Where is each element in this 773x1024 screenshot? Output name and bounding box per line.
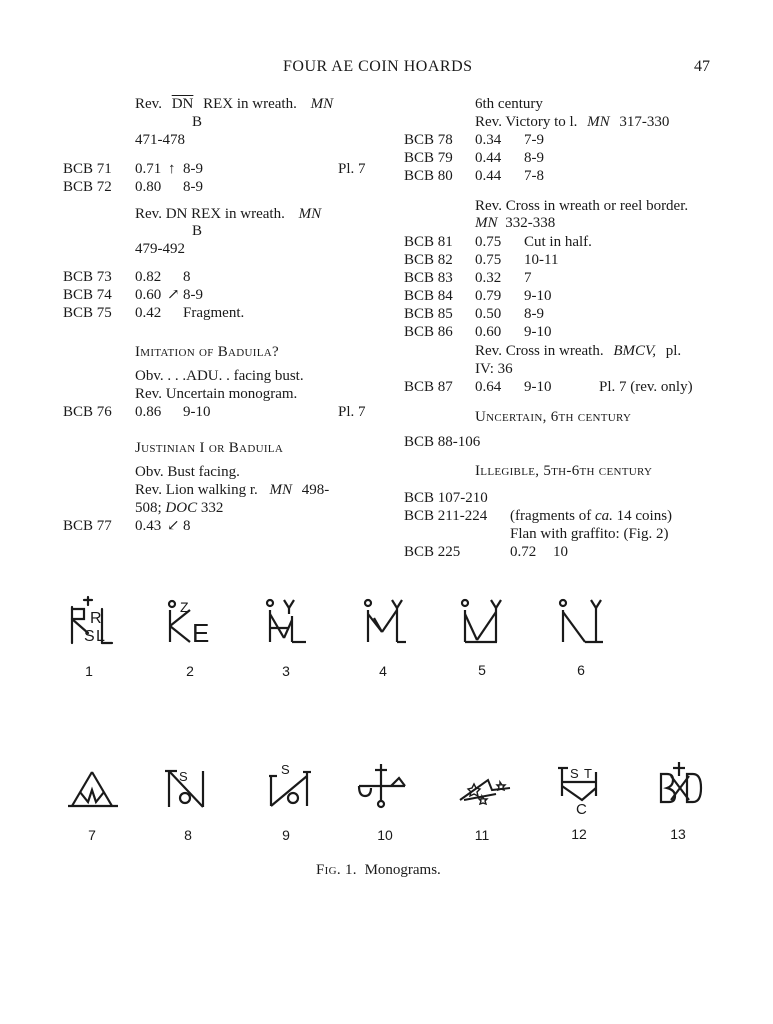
imitation-reverse: Rev. Uncertain monogram. <box>135 386 298 402</box>
monogram-letter: S <box>84 628 95 645</box>
bcb86-die: 9-10 <box>524 324 552 340</box>
monogram-7 <box>66 768 121 810</box>
bcb77-wt: 0.43 <box>135 518 162 534</box>
text-victory-range: 317-330 <box>619 114 670 130</box>
monogram-12 <box>556 764 606 816</box>
caption-fig-number: Fig. 1. <box>316 862 357 878</box>
monogram-label-9: 9 <box>282 827 290 843</box>
text-rev-dn-rex: Rev. DN REX in wreath. <box>135 206 285 222</box>
bcb82-wt: 0.75 <box>475 252 502 268</box>
monogram-9 <box>263 762 318 810</box>
text-mn: MN <box>475 215 498 231</box>
monogram-2 <box>160 598 220 648</box>
rev-range-1: 471-478 <box>135 132 185 148</box>
monogram-label-8: 8 <box>184 827 192 843</box>
uncertain-heading: Uncertain, 6th century <box>475 409 632 425</box>
bcb87-wt: 0.64 <box>475 379 502 395</box>
cross-wreath-ref: IV: 36 <box>475 361 513 377</box>
bcb74-wt: 0.60 <box>135 287 162 303</box>
bcb81-id: BCB 81 <box>404 234 453 250</box>
text-pl: pl. <box>665 343 682 359</box>
bcb76-wt: 0.86 <box>135 404 162 420</box>
bcb225-id: BCB 225 <box>404 544 461 560</box>
bcb88-id: BCB 88-106 <box>404 434 481 450</box>
bcb84-wt: 0.79 <box>475 288 502 304</box>
monogram-6 <box>555 598 605 646</box>
rev-description-2 <box>135 205 321 223</box>
justinian-reverse <box>135 481 329 499</box>
text-ca: ca. <box>594 508 613 524</box>
bcb211-id: BCB 211-224 <box>404 508 488 524</box>
text-victory: Rev. Victory to l. <box>475 114 578 130</box>
monogram-4 <box>360 598 410 646</box>
monogram-label-5: 5 <box>478 662 486 678</box>
text-rex-wreath: REX in wreath. <box>203 96 297 112</box>
bcb75-note: Fragment. <box>183 305 245 321</box>
bcb75-wt: 0.42 <box>135 305 162 321</box>
bcb71-die: 8-9 <box>183 161 203 177</box>
monogram-10 <box>355 762 410 810</box>
monogram-label-2: 2 <box>186 663 194 679</box>
bcb78-wt: 0.34 <box>475 132 502 148</box>
bcb86-id: BCB 86 <box>404 324 453 340</box>
monogram-3 <box>262 598 312 646</box>
imitation-obverse: Obv. . . .ADU. . facing bust. <box>135 368 304 384</box>
monogram-letter: E <box>192 618 210 648</box>
bcb85-die: 8-9 <box>524 306 544 322</box>
bcb85-wt: 0.50 <box>475 306 502 322</box>
bcb79-wt: 0.44 <box>475 150 502 166</box>
monogram-letter: R <box>90 610 102 627</box>
bcb73-die: 8 <box>183 269 191 285</box>
cross-wreath-description <box>475 342 681 360</box>
text-doc-number: 332 <box>200 500 224 516</box>
bcb74-id: BCB 74 <box>63 287 112 303</box>
monogram-letter: S <box>281 762 290 777</box>
bcb79-id: BCB 79 <box>404 150 453 166</box>
monogram-1 <box>62 595 117 647</box>
monogram-5 <box>457 598 507 646</box>
bcb79-die: 8-9 <box>524 150 544 166</box>
monogram-8 <box>163 765 213 811</box>
bcb83-wt: 0.32 <box>475 270 502 286</box>
bcb74-die: 8-9 <box>183 287 203 303</box>
bcb76-die: 9-10 <box>183 404 211 420</box>
arrow-up-right-icon: ↗ <box>167 287 180 303</box>
bcb72-id: BCB 72 <box>63 179 112 195</box>
text-cross-wreath: Rev. Cross in wreath. <box>475 343 604 359</box>
bcb71-wt: 0.71 <box>135 161 162 177</box>
bcb72-die: 8-9 <box>183 179 203 195</box>
rev-range-2: 479-492 <box>135 241 185 257</box>
text-mn: MN <box>587 114 610 130</box>
bcb107-id: BCB 107-210 <box>404 490 488 506</box>
page-number: 47 <box>694 58 710 75</box>
bcb225-die: 10 <box>553 544 568 560</box>
bcb81-wt: 0.75 <box>475 234 502 250</box>
text-mn: MN <box>269 482 293 498</box>
bcb82-id: BCB 82 <box>404 252 453 268</box>
illegible-heading: Illegible, 5th-6th century <box>475 463 653 479</box>
bcb87-plate: Pl. 7 (rev. only) <box>599 379 693 395</box>
text-mn: MN <box>298 206 322 222</box>
bcb211-note <box>510 507 672 525</box>
bcb80-die: 7-8 <box>524 168 544 184</box>
justinian-heading: Justinian I or Baduila <box>135 440 284 456</box>
bcb81-note: Cut in half. <box>524 234 592 250</box>
figure-caption <box>316 861 441 879</box>
bcb77-id: BCB 77 <box>63 518 112 534</box>
justinian-reverse-2 <box>135 499 223 517</box>
bcb80-id: BCB 80 <box>404 168 453 184</box>
bcb78-id: BCB 78 <box>404 132 453 148</box>
caption-text: Monograms. <box>364 862 441 878</box>
monogram-letter: L <box>96 628 105 645</box>
bcb211-note-2: Flan with graffito: (Fig. 2) <box>510 526 669 542</box>
bcb75-id: BCB 75 <box>63 305 112 321</box>
bcb84-die: 9-10 <box>524 288 552 304</box>
monogram-label-12: 12 <box>571 826 587 842</box>
bcb72-wt: 0.80 <box>135 179 162 195</box>
bcb83-id: BCB 83 <box>404 270 453 286</box>
imitation-heading: Imitation of Baduila? <box>135 344 279 360</box>
text-bmcv: BMCV, <box>613 343 656 359</box>
monogram-letter: T <box>584 766 592 781</box>
text-lion-walking: Rev. Lion walking r. <box>135 482 258 498</box>
cross-mn-range <box>475 214 555 232</box>
text-doc: DOC <box>165 500 198 516</box>
bcb73-id: BCB 73 <box>63 269 112 285</box>
bcb87-die: 9-10 <box>524 379 552 395</box>
rev-sub-2: B <box>192 223 203 239</box>
monogram-13 <box>655 760 705 808</box>
bcb71-plate: Pl. 7 <box>338 161 366 177</box>
text-cross-range: 332-338 <box>505 215 556 231</box>
bcb82-die: 10-11 <box>524 252 559 268</box>
monogram-letter: Z <box>180 599 189 615</box>
bcb84-id: BCB 84 <box>404 288 453 304</box>
monogram-label-4: 4 <box>379 663 387 679</box>
bcb80-wt: 0.44 <box>475 168 502 184</box>
century-heading: 6th century <box>475 96 543 112</box>
bcb78-die: 7-9 <box>524 132 544 148</box>
bcb77-die: 8 <box>183 518 191 534</box>
bcb225-wt: 0.72 <box>510 544 537 560</box>
monogram-letter: S <box>179 769 188 784</box>
monogram-label-11: 11 <box>474 827 490 843</box>
monogram-label-3: 3 <box>282 663 290 679</box>
bcb76-plate: Pl. 7 <box>338 404 366 420</box>
text-dn-overlined: $\overline{DN}$ <box>171 96 194 112</box>
justinian-obverse: Obv. Bust facing. <box>135 464 240 480</box>
arrow-up-icon: ↑ <box>168 161 176 177</box>
monogram-letter: S <box>570 766 579 781</box>
text-mn: MN <box>310 96 334 112</box>
cross-description: Rev. Cross in wreath or reel border. <box>475 198 689 214</box>
monogram-letter: C <box>576 801 587 816</box>
victory-description <box>475 113 669 131</box>
text-rev: Rev. <box>135 96 162 112</box>
bcb87-id: BCB 87 <box>404 379 453 395</box>
rev-sub-1: B <box>192 114 203 130</box>
monogram-label-10: 10 <box>377 827 393 843</box>
bcb83-die: 7 <box>524 270 532 286</box>
bcb85-id: BCB 85 <box>404 306 453 322</box>
bcb73-wt: 0.82 <box>135 269 162 285</box>
monogram-label-13: 13 <box>670 826 686 842</box>
rev-description-1 <box>135 95 333 113</box>
running-title: FOUR AE COIN HOARDS <box>283 58 473 75</box>
text-range-end: 508; <box>135 500 162 516</box>
text-fragments-of: (fragments of <box>510 508 592 524</box>
monogram-label-7: 7 <box>88 827 96 843</box>
monogram-11 <box>456 770 516 810</box>
bcb76-id: BCB 76 <box>63 404 112 420</box>
arrow-down-left-icon: ↙ <box>167 518 180 534</box>
text-range-start: 498- <box>301 482 330 498</box>
monogram-label-6: 6 <box>577 662 585 678</box>
monogram-label-1: 1 <box>85 663 93 679</box>
bcb86-wt: 0.60 <box>475 324 502 340</box>
text-14-coins: 14 coins) <box>616 508 673 524</box>
bcb71-id: BCB 71 <box>63 161 112 177</box>
